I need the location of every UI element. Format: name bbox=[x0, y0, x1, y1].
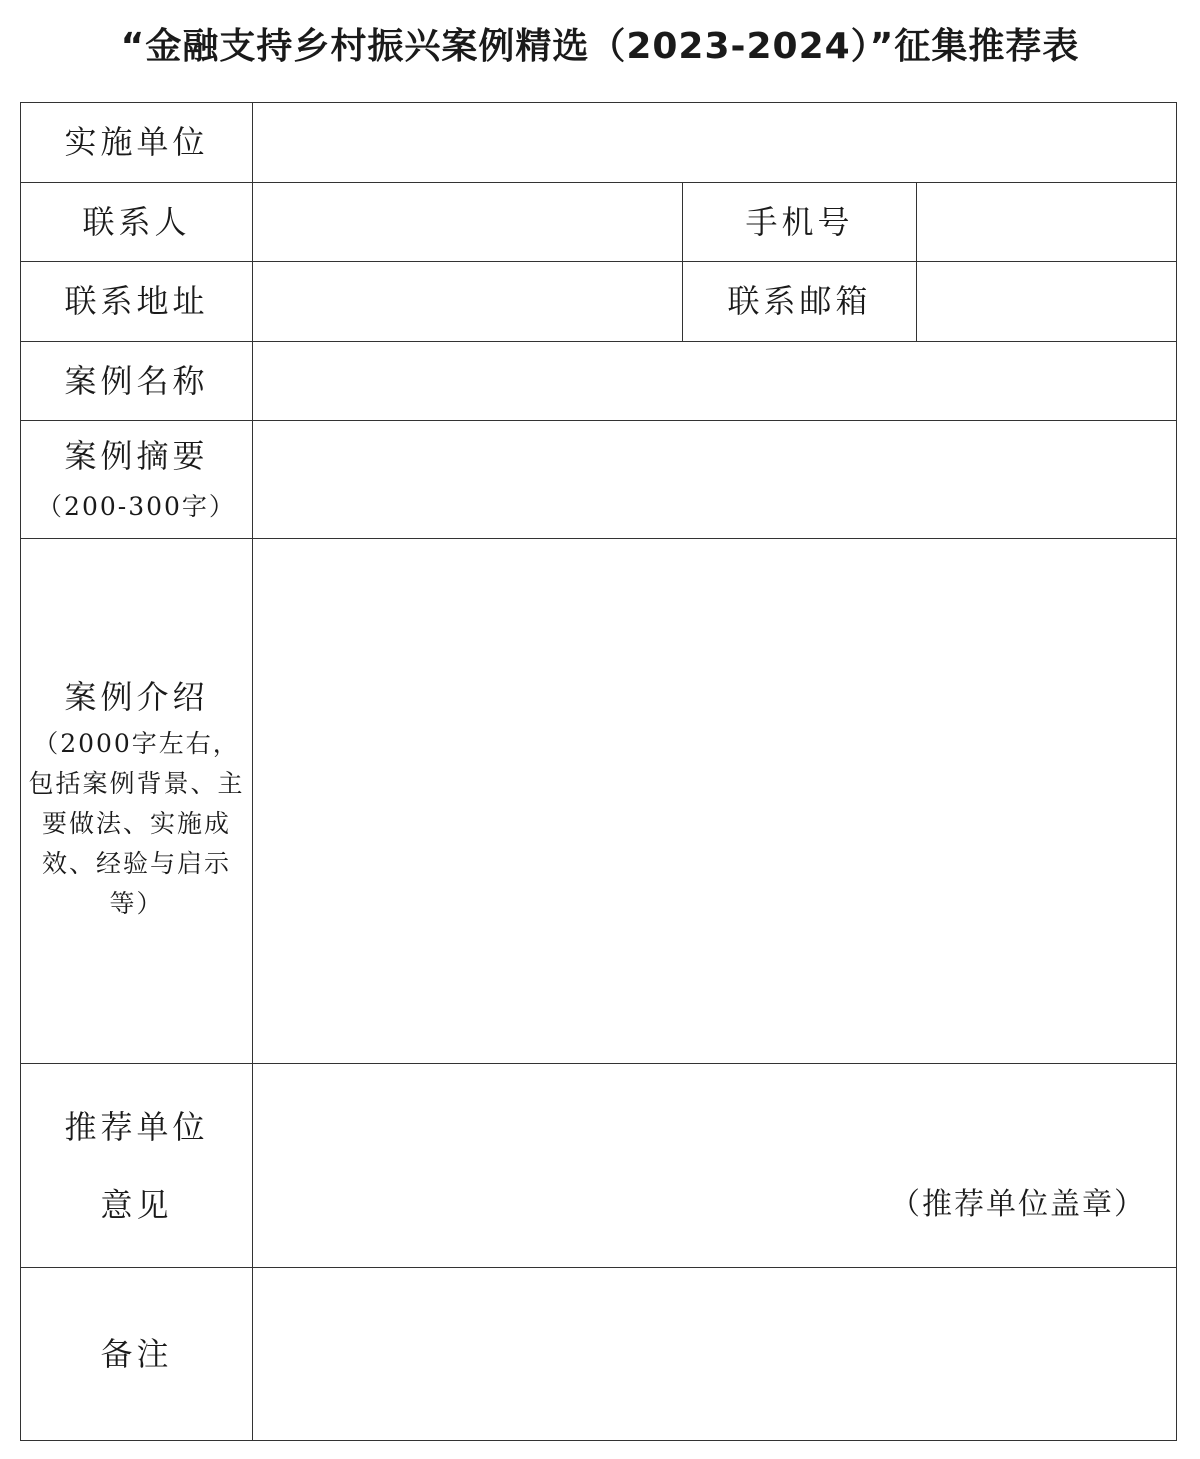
label-summary-cell bbox=[21, 421, 253, 539]
remarks-field[interactable] bbox=[253, 1268, 1177, 1441]
summary-field[interactable] bbox=[253, 421, 1177, 539]
case-name-field[interactable] bbox=[253, 342, 1177, 421]
seal-note: （推荐单位盖章） bbox=[890, 1187, 1147, 1222]
row-summary bbox=[21, 421, 1177, 539]
label-intro: 案例介绍 bbox=[64, 677, 209, 716]
row-implementer bbox=[21, 103, 1177, 183]
label-recommender-cell bbox=[21, 1064, 253, 1268]
label-address: 联系地址 bbox=[21, 262, 253, 342]
row-remarks bbox=[21, 1268, 1177, 1441]
row-contact bbox=[21, 183, 1177, 262]
row-case-name bbox=[21, 342, 1177, 421]
recommender-opinion-field[interactable] bbox=[253, 1064, 1177, 1268]
intro-field[interactable] bbox=[253, 539, 1177, 1064]
summary-word-limit-note: （200-300字） bbox=[37, 491, 236, 521]
intro-guidance-note: （2000字左右，包括案例背景、主要做法、实施成效、经验与启示等） bbox=[28, 729, 245, 919]
label-recommender-line2: 意见 bbox=[100, 1185, 173, 1224]
label-case-name: 案例名称 bbox=[21, 342, 253, 421]
label-summary: 案例摘要 bbox=[64, 437, 209, 476]
phone-field[interactable] bbox=[917, 183, 1177, 262]
address-field[interactable] bbox=[253, 262, 683, 342]
label-recommender-line1: 推荐单位 bbox=[64, 1107, 209, 1146]
label-implementer: 实施单位 bbox=[21, 103, 253, 183]
email-field[interactable] bbox=[917, 262, 1177, 342]
row-intro bbox=[21, 539, 1177, 1064]
contact-person-field[interactable] bbox=[253, 183, 683, 262]
row-recommender bbox=[21, 1064, 1177, 1268]
label-remarks: 备注 bbox=[21, 1268, 253, 1441]
recommendation-form-table bbox=[20, 102, 1177, 1441]
label-contact-person: 联系人 bbox=[21, 183, 253, 262]
row-address bbox=[21, 262, 1177, 342]
label-intro-cell bbox=[21, 539, 253, 1064]
label-phone: 手机号 bbox=[683, 183, 917, 262]
label-email: 联系邮箱 bbox=[683, 262, 917, 342]
implementer-field[interactable] bbox=[253, 103, 1177, 183]
form-title: “金融支持乡村振兴案例精选（2023-2024）”征集推荐表 bbox=[120, 26, 1080, 67]
